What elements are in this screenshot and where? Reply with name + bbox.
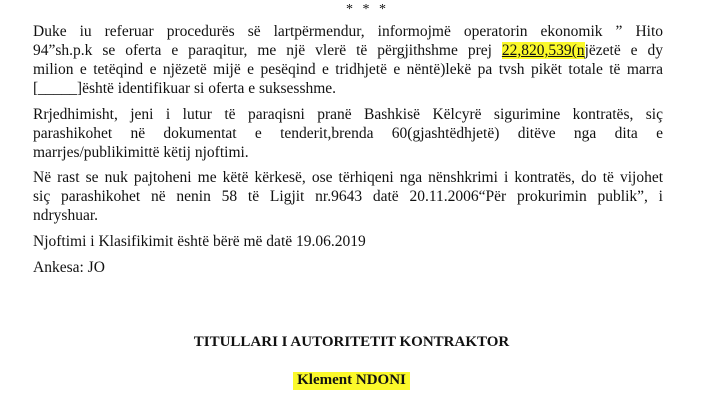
p3-line-1: Në rast se nuk pajtoheni me këtë kërkesë, ose tërhiqeni nga nënshkrimi i kontratës, do të vijohet (33, 169, 663, 186)
p3-line-2: siç parashikohet në nenin 58 të Ligjit nr.9643 datë 20.11.2006“Për prokurimin publik”, i (33, 188, 663, 205)
paragraph-refusal (33, 168, 663, 225)
p2-line-3: marrjes/publikimittë këtij njoftimi. (33, 144, 249, 161)
p1-line-4-text: është identifikuar si oferta e suksesshme. (82, 80, 337, 97)
signer-name-highlight: Klement NDONI (293, 372, 410, 390)
authority-title: TITULLARI I AUTORITETIT KONTRAKTOR (193, 334, 510, 350)
p1-line-3: milion e tetëqind e njëzetë mijë e pesëqind e tridhjetë e nëntë)lekë pa tvsh pikët totale të marra (33, 61, 663, 78)
points-blank: [_____] (33, 80, 83, 97)
classification-date-text: Njoftimi i Klasifikimit është bërë më datë 19.06.2019 (33, 233, 366, 250)
separator-stars: * * * (346, 2, 389, 17)
paragraph-operator-notice (33, 22, 663, 98)
p2-line-1: Rrjedhimisht, jeni i lutur të paraqisni pranë Bashkisë Këlcyrë sigurimine kontratës, siç (33, 106, 663, 123)
p2-line-2: parashikohet në dokumentat e tenderit,brenda 60(gjashtëdhjetë) ditëve nga dita e (33, 125, 663, 142)
appeal-text: Ankesa: JO (33, 259, 105, 276)
p1-line-2-text: 94”sh.p.k se oferta e paraqitur, me një vlerë të përgjithshme prej (33, 42, 502, 59)
p3-line-3: ndryshuar. (33, 207, 99, 224)
paragraph-contract-security (33, 105, 663, 162)
signer-block (0, 372, 703, 389)
p1-line-2-rest: jëzetë e dy (584, 42, 663, 59)
p1-line-2 (33, 41, 663, 60)
p1-line-1: Duke iu referuar procedurës së lartpërmendur, informojmë operatorin ekonomik ” Hito (33, 23, 663, 40)
p1-line-4 (33, 79, 663, 98)
offer-amount-highlight: 22,820,539(n (501, 42, 585, 59)
